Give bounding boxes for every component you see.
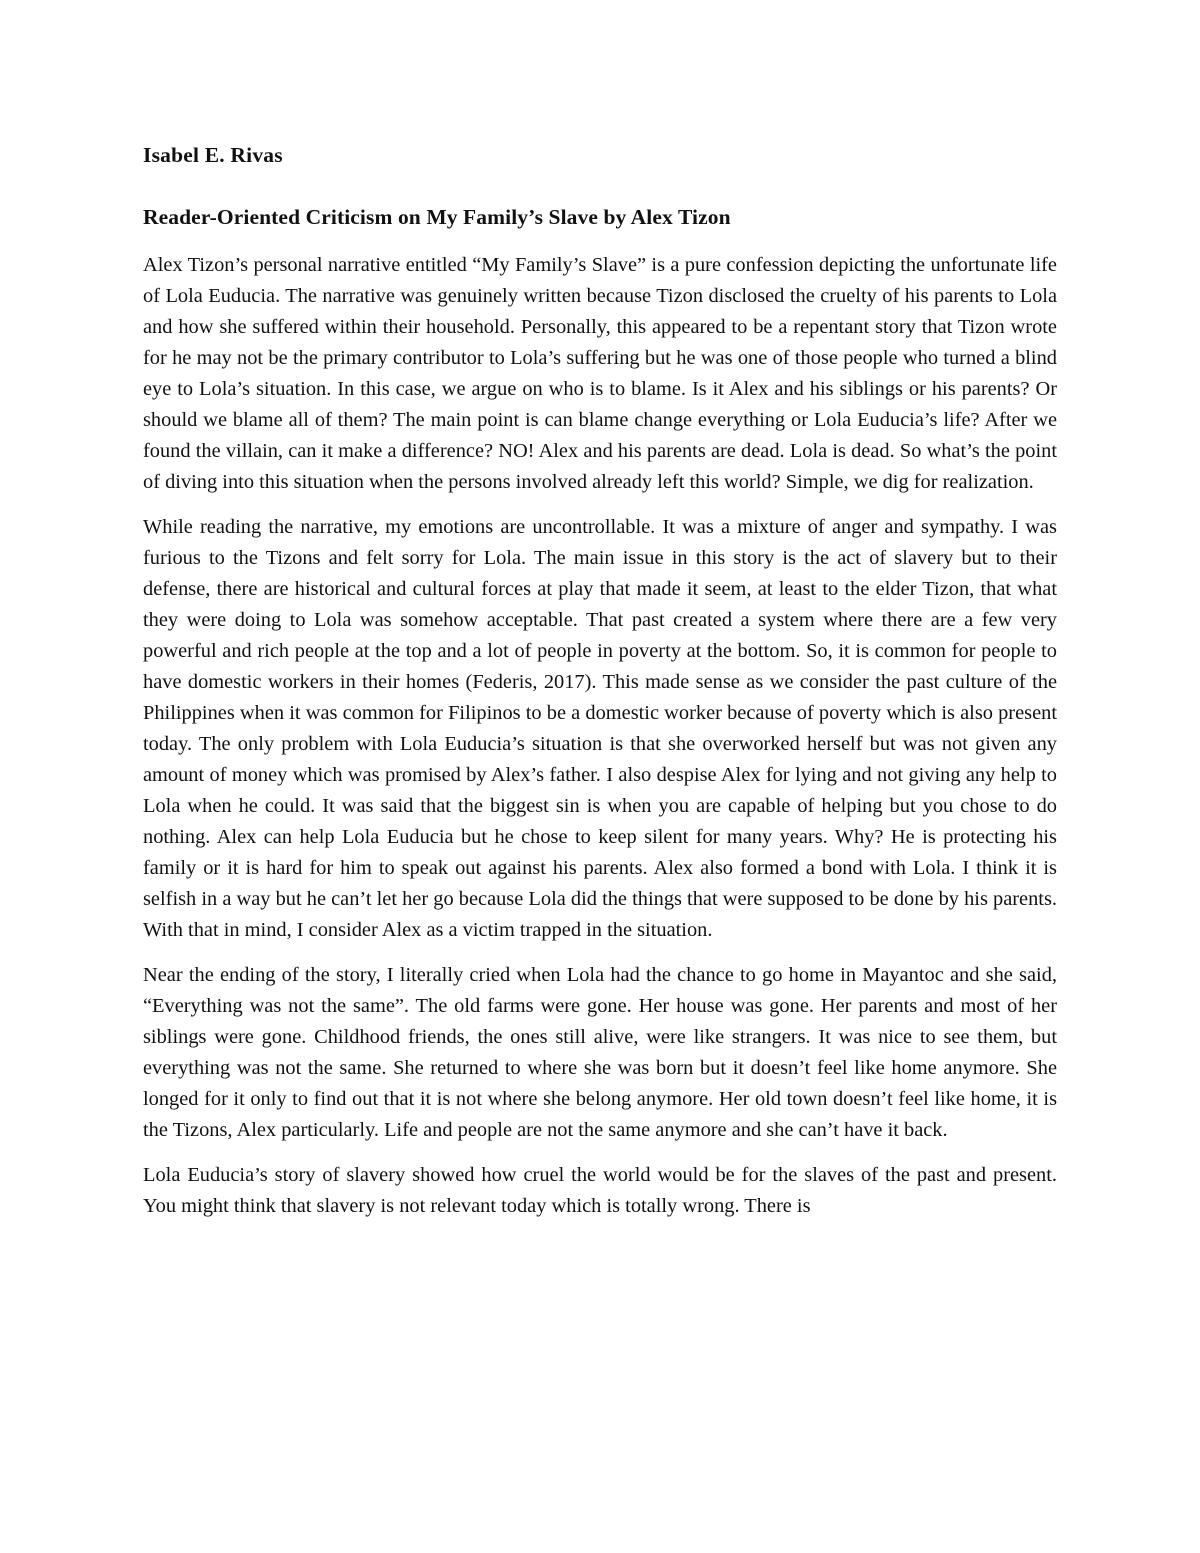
document-title: Reader-Oriented Criticism on My Family’s Slave by Alex Tizon (143, 205, 731, 229)
paragraph-1: Alex Tizon’s personal narrative entitled “My Family’s Slave” is a pure confession depicting the unfortunate life of Lola Euducia. The narrative was genuinely written because Tizon disclosed the cruelty of his parents to Lola and how she suffered within their household. Personally, this appeared to be a repentant story that Tizon wrote for he may not be the primary contributor to Lola’s suffering but he was one of those people who turned a blind eye to Lola’s situation. In this case, we argue on who is to blame. Is it Alex and his siblings or his parents? Or should we blame all of them? The main point is can blame change everything or Lola Euducia’s life? After we found the villain, can it make a difference? NO! Alex and his parents are dead. Lola is dead. So what’s the point of diving into this situation when the persons involved already left this world? Simple, we dig for realization. (143, 254, 1057, 493)
paragraph-2: While reading the narrative, my emotions are uncontrollable. It was a mixture of anger and sympathy. I was furious to the Tizons and felt sorry for Lola. The main issue in this story is the act of slavery but to their defense, there are historical and cultural forces at play that made it seem, at least to the elder Tizon, that what they were doing to Lola was somehow acceptable. That past created a system where there are a few very powerful and rich people at the top and a lot of people in poverty at the bottom. So, it is common for people to have domestic workers in their homes (Federis, 2017). This made sense as we consider the past culture of the Philippines when it was common for Filipinos to be a domestic worker because of poverty which is also present today. The only problem with Lola Euducia’s situation is that she overworked herself but was not given any amount of money which was promised by Alex’s father. I also despise Alex for lying and not giving any help to Lola when he could. It was said that the biggest sin is when you are capable of helping but you chose to do nothing. Alex can help Lola Euducia but he chose to keep silent for many years. Why? He is protecting his family or it is hard for him to speak out against his parents. Alex also formed a bond with Lola. I think it is selfish in a way but he can’t let her go because Lola did the things that were supposed to be done by his parents. With that in mind, I consider Alex as a victim trapped in the situation. (143, 516, 1057, 941)
paragraph-4: Lola Euducia’s story of slavery showed how cruel the world would be for the slaves of the past and present. You might think that slavery is not relevant today which is totally wrong. There is (143, 1164, 1057, 1217)
author-name: Isabel E. Rivas (143, 143, 283, 167)
paragraph-3: Near the ending of the story, I literally cried when Lola had the chance to go home in Mayantoc and she said, “Everything was not the same”. The old farms were gone. Her house was gone. Her parents and most of her siblings were gone. Childhood friends, the ones still alive, were like strangers. It was nice to see them, but everything was not the same. She returned to where she was born but it doesn’t feel like home anymore. She longed for it only to find out that it is not where she belong anymore. Her old town doesn’t feel like home, it is the Tizons, Alex particularly. Life and people are not the same anymore and she can’t have it back. (143, 964, 1057, 1141)
